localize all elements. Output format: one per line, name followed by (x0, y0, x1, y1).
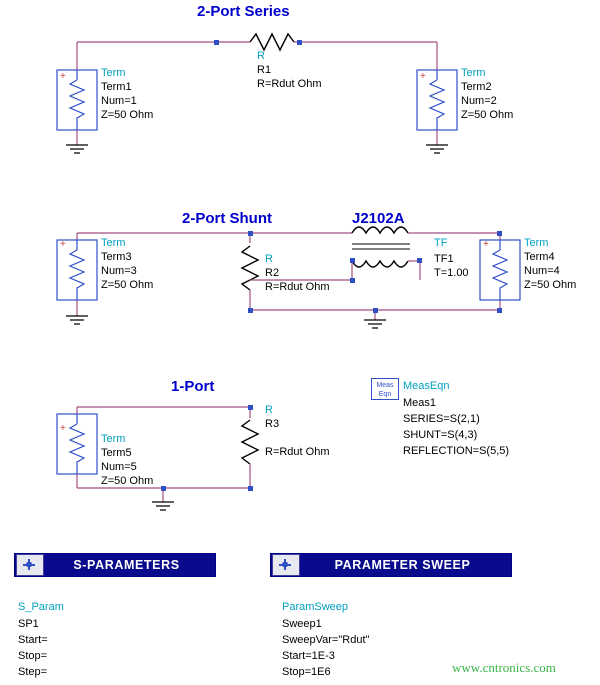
meas-eqn-line-0: SERIES=S(2,1) (403, 413, 480, 425)
r3-name: R (265, 404, 273, 416)
term5-designator: Term5 (101, 447, 132, 459)
node (350, 278, 355, 283)
r2-designator: R2 (265, 267, 280, 279)
node (248, 486, 253, 491)
parameter-sweep-icon (272, 554, 300, 576)
term4-z: Z=50 Ohm (524, 279, 577, 291)
s-parameters-banner-label: S-PARAMETERS (73, 558, 180, 572)
r1-designator: R1 (257, 64, 272, 76)
term4-designator: Term4 (524, 251, 555, 263)
node (297, 40, 302, 45)
term4-name: Term (524, 237, 549, 249)
r2-value: R=Rdut Ohm (265, 281, 330, 293)
node (350, 258, 355, 263)
paramsweep-line-2: Stop=1E6 (282, 666, 331, 678)
term5-name: Term (101, 433, 126, 445)
term5-z: Z=50 Ohm (101, 475, 154, 487)
node (497, 308, 502, 313)
r1-name: R (257, 50, 265, 62)
title-2port-series: 2-Port Series (197, 3, 290, 20)
node (214, 40, 219, 45)
sparam-line-0: Start= (18, 634, 48, 646)
paramsweep-line-1: Start=1E-3 (282, 650, 335, 662)
sparam-name: S_Param (18, 601, 64, 613)
sparam-line-2: Step= (18, 666, 48, 678)
meas-eqn-line-2: REFLECTION=S(5,5) (403, 445, 510, 457)
r2-name: R (265, 253, 273, 265)
meas-eqn-designator: Meas1 (403, 397, 437, 409)
paramsweep-designator: Sweep1 (282, 618, 322, 630)
title-transformer: J2102A (352, 210, 405, 227)
node (248, 231, 253, 236)
term3-designator: Term3 (101, 251, 132, 263)
paramsweep-line-0: SweepVar="Rdut" (282, 634, 370, 646)
title-2port-shunt: 2-Port Shunt (182, 210, 272, 227)
sparam-designator: SP1 (18, 618, 39, 630)
term4-num: Num=4 (524, 265, 560, 277)
parameter-sweep-banner-label: PARAMETER SWEEP (334, 558, 471, 572)
polarity-plus: + (60, 239, 66, 250)
r1-value: R=Rdut Ohm (257, 78, 322, 90)
s-parameters-icon (16, 554, 44, 576)
term3-z: Z=50 Ohm (101, 279, 154, 291)
node (161, 486, 166, 491)
s-parameters-banner[interactable] (14, 553, 216, 577)
term1-num: Num=1 (101, 95, 137, 107)
paramsweep-name: ParamSweep (282, 601, 349, 613)
tf1-designator: TF1 (434, 253, 454, 265)
term2-name: Term (461, 67, 486, 79)
oneport-schematic-graphics (0, 398, 600, 528)
meas-eqn-icon (371, 378, 399, 400)
tf1-value: T=1.00 (434, 267, 469, 279)
meas-eqn-icon-line1: Meas (376, 382, 394, 389)
term2-z: Z=50 Ohm (461, 109, 514, 121)
meas-eqn-icon-line2: Eqn (378, 391, 392, 398)
node (497, 231, 502, 236)
r3-value: R=Rdut Ohm (265, 446, 330, 458)
polarity-plus: + (60, 423, 66, 434)
polarity-plus: + (60, 71, 66, 82)
parameter-sweep-banner[interactable] (270, 553, 512, 577)
node (248, 405, 253, 410)
node (373, 308, 378, 313)
r3-designator: R3 (265, 418, 280, 430)
node (417, 258, 422, 263)
term1-z: Z=50 Ohm (101, 109, 154, 121)
term1-name: Term (101, 67, 126, 79)
polarity-plus: + (483, 239, 489, 250)
term3-name: Term (101, 237, 126, 249)
title-1port: 1-Port (171, 378, 215, 395)
meas-eqn-name: MeasEqn (403, 380, 450, 392)
term1-designator: Term1 (101, 81, 132, 93)
node (248, 308, 253, 313)
polarity-plus: + (420, 71, 426, 82)
term3-num: Num=3 (101, 265, 137, 277)
term5-num: Num=5 (101, 461, 137, 473)
term2-num: Num=2 (461, 95, 497, 107)
term2-designator: Term2 (461, 81, 492, 93)
series-schematic-graphics (0, 0, 600, 200)
meas-eqn-line-1: SHUNT=S(4,3) (403, 429, 478, 441)
watermark: www.cntronics.com (452, 660, 556, 675)
tf1-name: TF (434, 237, 448, 249)
sparam-line-1: Stop= (18, 650, 48, 662)
